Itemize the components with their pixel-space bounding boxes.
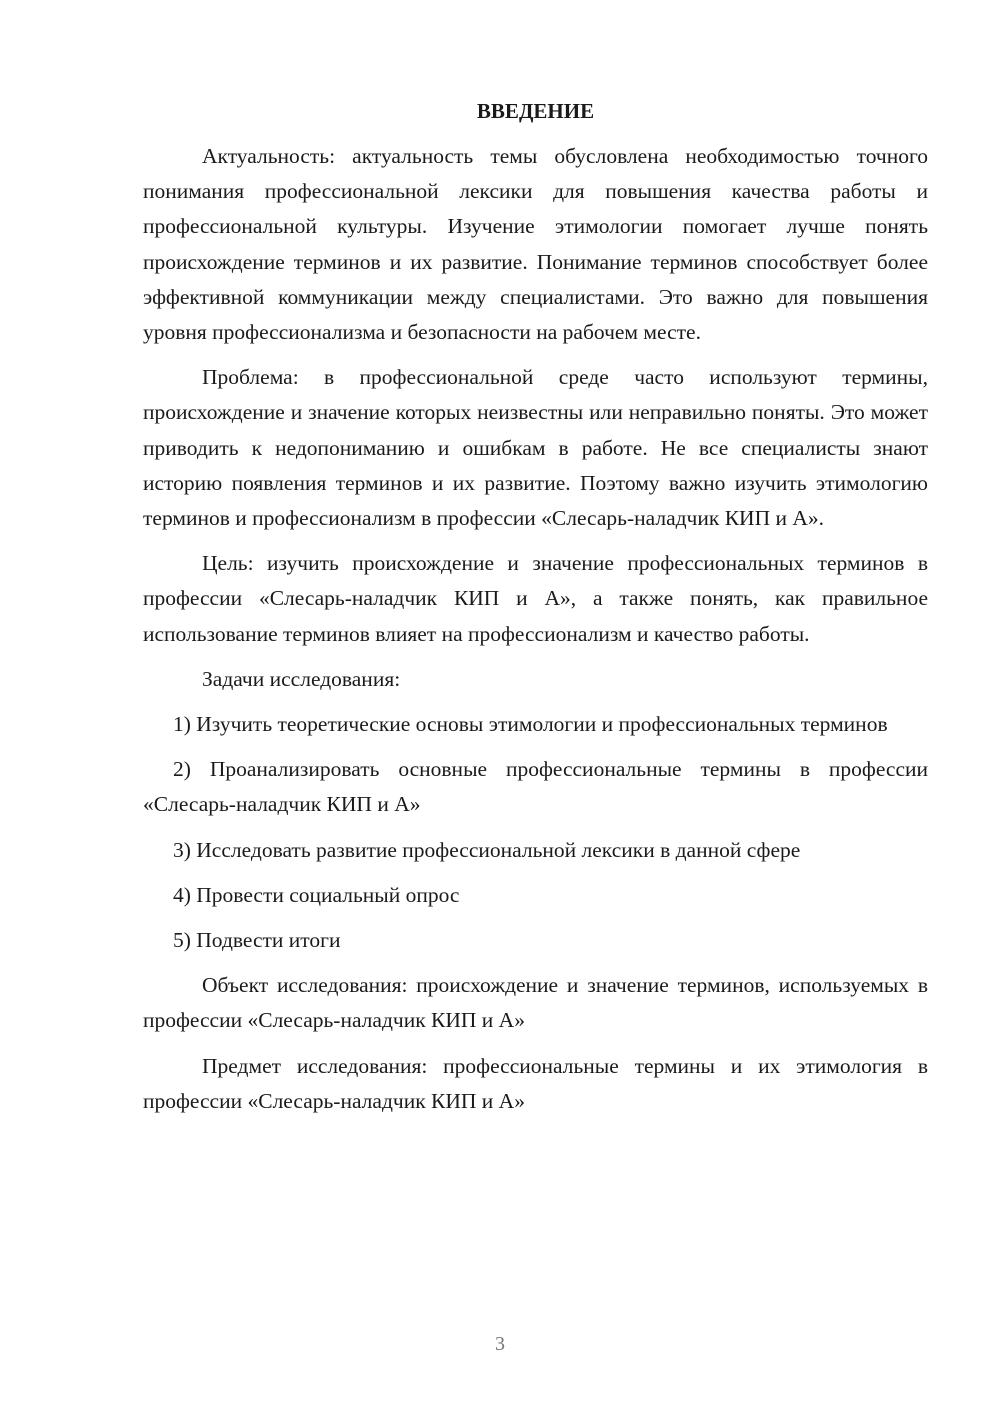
document-page [143,95,928,1129]
goal-paragraph: Цель: изучить происхождение и значение профессиональных терминов в профессии «Слесарь-наладчик КИП и А», а также понять, как правильное использование терминов влияет на профессионализм и качество работы. [143,551,928,646]
task-item-1: 1) Изучить теоретические основы этимологии и профессиональных терминов [173,712,888,737]
section-title: ВВЕДЕНИЕ [476,99,595,123]
task-item-5: 5) Подвести итоги [173,928,341,953]
page-number: 3 [495,1333,505,1355]
tasks-heading: Задачи исследования: [202,666,401,691]
problem-paragraph: Проблема: в профессиональной среде часто используют термины, происхождение и значение которых неизвестны или неправильно поняты. Это может приводить к недопониманию и ошибкам в работе. Не все специалисты знают историю появления терминов и их развитие. Поэтому важно изучить этимологию терминов и профессионализм в профессии «Слесарь-наладчик КИП и А». [143,365,928,531]
task-item-4: 4) Провести социальный опрос [173,882,460,907]
object-paragraph: Объект исследования: происхождение и значение терминов, используемых в профессии «Слесарь-наладчик КИП и А» [143,973,928,1033]
task-item-3: 3) Исследовать развитие профессиональной лексики в данной сфере [173,837,801,862]
task-item-2: 2) Проанализировать основные профессиональные термины в профессии «Слесарь-наладчик КИП и А» [143,757,928,817]
relevance-paragraph: Актуальность: актуальность темы обусловлена необходимостью точного понимания профессиональной лексики для повышения качества работы и профессиональной культуры. Изучение этимологии помогает лучше понять происхождение терминов и их развитие. Понимание терминов способствует более эффективной коммуникации между специалистами. Это важно для повышения уровня профессионализма и безопасности на рабочем месте. [143,144,928,345]
subject-paragraph: Предмет исследования: профессиональные термины и их этимология в профессии «Слесарь-наладчик КИП и А» [143,1053,928,1113]
